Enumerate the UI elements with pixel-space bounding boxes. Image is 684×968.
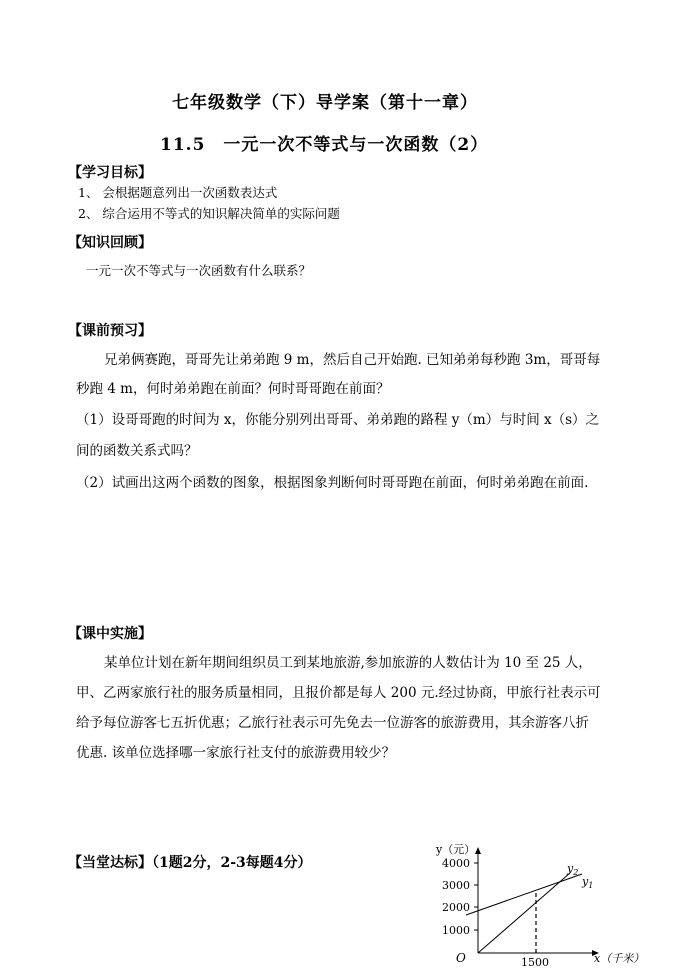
preview-header: 【课前预习】 (68, 323, 152, 339)
section-title: 11.5 一元一次不等式与一次函数（2） (160, 135, 489, 155)
inclass-paragraph-line: 甲、乙两家旅行社的服务质量相同，且报价都是每人 200 元.经过协商，甲旅行社表示可 (76, 685, 601, 701)
inclass-paragraph-line: 优惠. 该单位选择哪一家旅行社支付的旅游费用较少？ (76, 745, 396, 761)
y-tick-label: 1000 (442, 924, 470, 937)
question-2: （2）试画出这两个函数的图象，根据图象判断何时哥哥跑在前面，何时弟弟跑在前面. (76, 475, 589, 491)
question-1-line: （1）设哥哥跑的时间为 x，你能分别列出哥哥、弟弟跑的路程 y（m）与时间 x（s）之 (76, 412, 600, 428)
inclass-paragraph-line: 某单位计划在新年期间组织员工到某地旅游,参加旅游的人数估计为 10 至 25 人， (104, 655, 592, 671)
line-y2-label (566, 862, 578, 877)
line-y1-letter: y (582, 875, 589, 888)
page-title: 七年级数学（下）导学案（第十一章） (172, 93, 478, 113)
line-y2 (478, 873, 570, 953)
line-y1-label (581, 875, 593, 890)
goal-item: 1、 会根据题意列出一次函数表达式 (78, 185, 278, 200)
inclass-paragraph-line: 给予每位游客七五折优惠；乙旅行社表示可先免去一位游客的旅游费用，其余游客八折 (76, 715, 589, 731)
line-y2-subscript: 2 (573, 868, 579, 877)
x-tick-label: 1500 (521, 956, 549, 968)
inclass-header: 【课中实施】 (68, 626, 152, 642)
origin-label: O (456, 951, 466, 965)
goals-header: 【学习目标】 (68, 165, 152, 181)
question-1-line: 间的函数关系式吗？ (76, 443, 198, 459)
y-tick-label: 3000 (442, 879, 470, 892)
preview-paragraph-line: 兄弟俩赛跑，哥哥先让弟弟跑 9 m，然后自己开始跑. 已知弟弟每秒跑 3m，哥哥每 (104, 352, 601, 368)
line-y1-subscript: 1 (588, 881, 594, 890)
goal-item: 2、 综合运用不等式的知识解决简单的实际问题 (78, 206, 340, 221)
y-tick-label: 4000 (442, 857, 470, 870)
line-y1 (466, 874, 582, 915)
x-axis-label: x（千米） (594, 952, 645, 965)
review-question: 一元一次不等式与一次函数有什么联系？ (86, 263, 312, 278)
line-y2-letter: y (567, 862, 574, 875)
standard-header-label: 【当堂达标】 (68, 855, 152, 871)
standard-score-note: （1题2分，2-3每题4分） (152, 855, 312, 871)
y-tick-label: 2000 (442, 901, 470, 914)
preview-paragraph-line: 秒跑 4 m，何时弟弟跑在前面？何时哥哥跑在前面？ (76, 381, 390, 397)
y-axis-label: y（元） (436, 843, 476, 856)
review-header: 【知识回顾】 (68, 235, 152, 251)
